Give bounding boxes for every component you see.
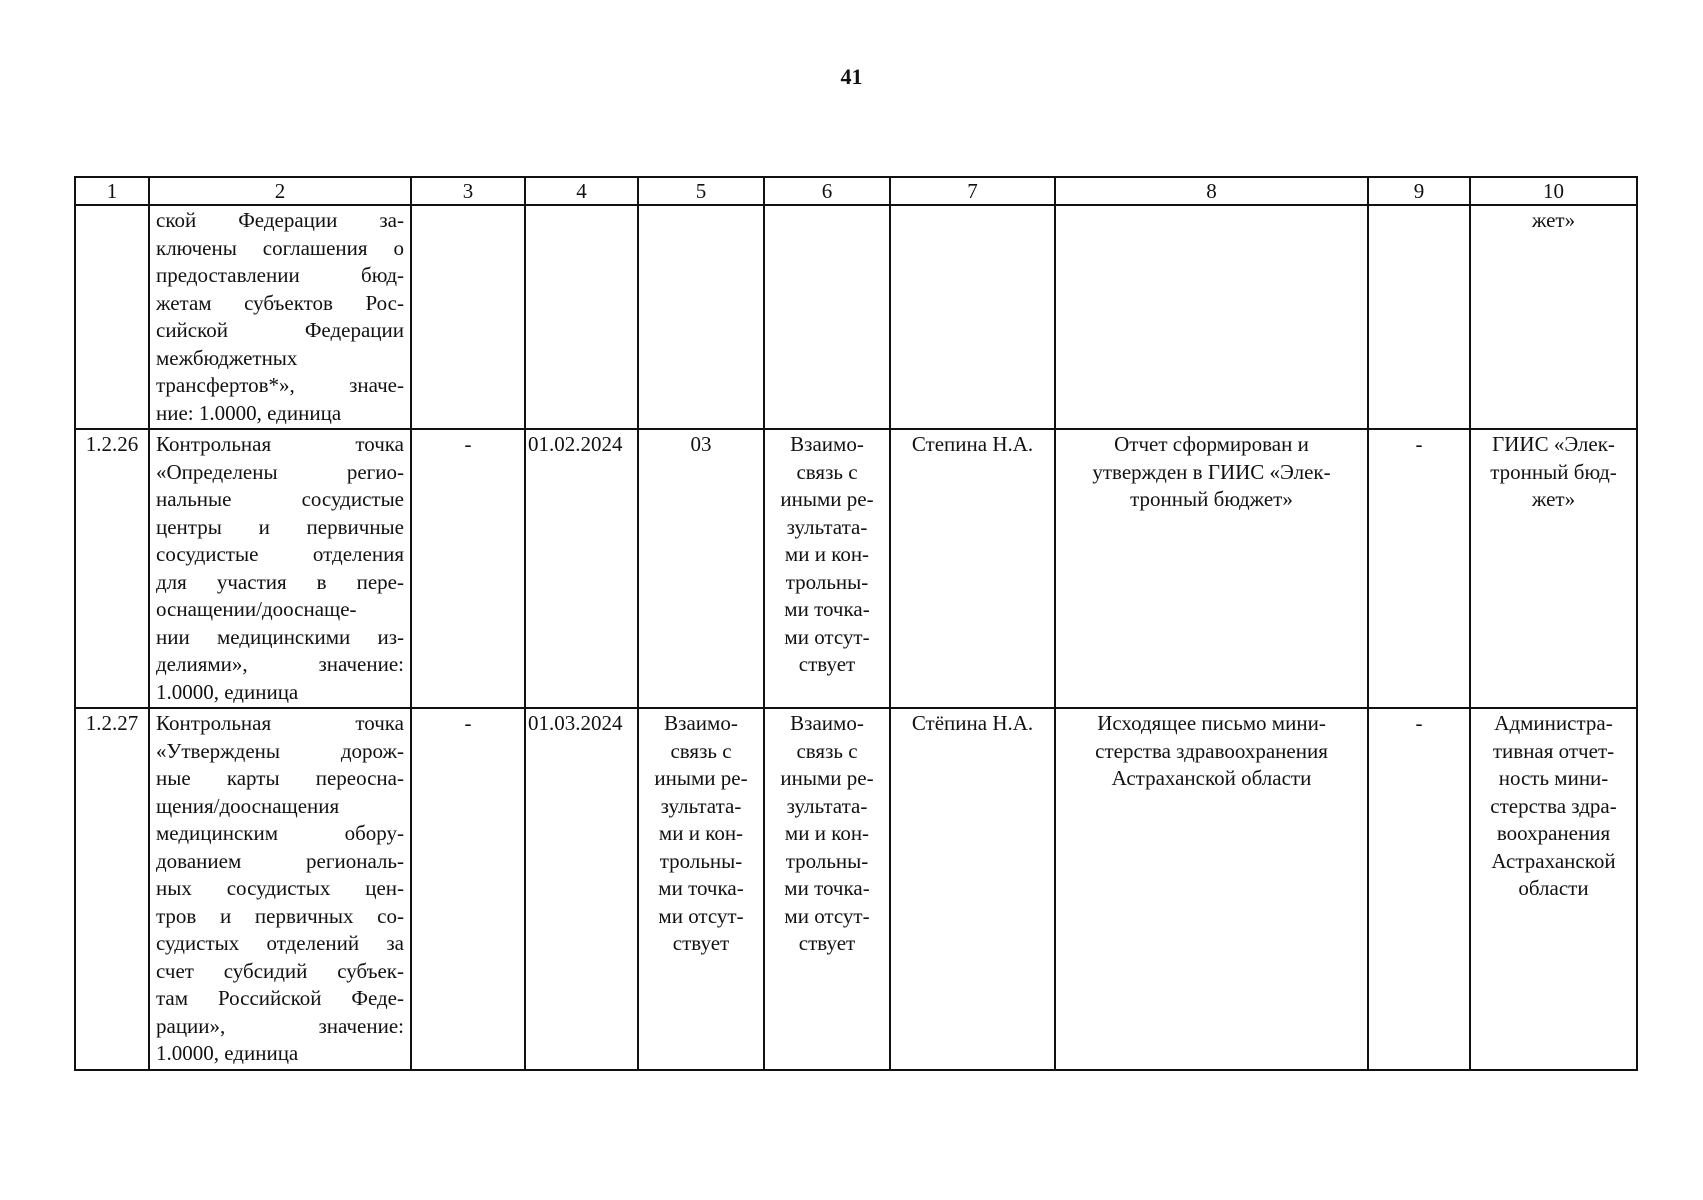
col5-cell-line: ми точка- [658, 876, 744, 900]
document-type-cell [1055, 429, 1368, 708]
document-type-cell-line: Исходящее письмо мини- [1097, 711, 1326, 735]
information-system-cell-line: ность мини- [1498, 766, 1609, 790]
control-point-description-line: медицинским обору- [156, 821, 404, 845]
relationship-cell-line: ми и кон- [784, 821, 870, 845]
control-point-description-line: делиями», значение: [156, 652, 404, 676]
page-number: 41 [840, 64, 863, 89]
information-system-cell-line: воохранения [1496, 821, 1611, 845]
col9-cell: - [1368, 708, 1470, 1070]
relationship-cell-line: Взаимо- [790, 432, 864, 456]
relationship-cell-line: трольны- [785, 569, 869, 594]
col-header-3: 3 [411, 177, 525, 205]
information-system-cell [1470, 205, 1637, 429]
relationship-cell-line: ствует [798, 652, 856, 676]
table-row [75, 205, 1637, 429]
control-point-description-line: ской Федерации за- [156, 208, 404, 232]
control-points-table [74, 176, 1638, 1071]
table-row [75, 429, 1637, 708]
control-point-description-line: Контрольная точка [156, 711, 404, 735]
relationship-cell-line: ми отсут- [784, 903, 870, 928]
col9-cell [1368, 205, 1470, 429]
control-point-description-line: оснащении/дооснаще- [156, 597, 357, 621]
col3-cell [411, 205, 525, 429]
row-number-cell: 1.2.26 [75, 429, 149, 708]
col5-cell-line: связь с [670, 738, 732, 763]
relationship-cell-line: Взаимо- [790, 711, 864, 735]
control-point-description-line: тров и первичных со- [156, 903, 404, 928]
document-type-cell [1055, 205, 1368, 429]
control-point-description [149, 429, 411, 708]
information-system-cell [1470, 708, 1637, 1070]
col-header-6: 6 [764, 177, 890, 205]
relationship-cell-line: связь с [796, 459, 858, 484]
col-header-10: 10 [1470, 177, 1637, 205]
relationship-cell-line: иными ре- [780, 487, 874, 511]
control-point-description-line: ние: 1.0000, единица [156, 400, 342, 425]
relationship-cell [764, 708, 890, 1070]
information-system-cell-line: области [1518, 876, 1589, 900]
control-point-description-line: сосудистые отделения [156, 542, 404, 566]
control-point-description-line: ключены соглашения о [156, 235, 404, 260]
information-system-cell [1470, 429, 1637, 708]
control-point-description-line: ные карты переосна- [156, 766, 404, 790]
relationship-cell [764, 429, 890, 708]
relationship-cell-line: ми и кон- [784, 542, 870, 566]
control-point-description-line: «Определены регио- [156, 459, 404, 484]
table-row [75, 708, 1637, 1070]
information-system-cell-line: Астраханской [1491, 848, 1616, 873]
col5-cell-line: трольны- [659, 848, 743, 873]
col-header-2: 2 [149, 177, 411, 205]
control-point-description-line: сийской Федерации [156, 318, 404, 342]
document-type-cell-line: утвержден в ГИИС «Элек- [1092, 459, 1331, 484]
control-point-description-line: 1.0000, единица [156, 679, 299, 704]
control-point-description-line: межбюджетных [156, 345, 298, 370]
col-header-5: 5 [638, 177, 764, 205]
col5-cell [638, 708, 764, 1070]
responsible-person-cell [890, 205, 1055, 429]
control-point-description [149, 205, 411, 429]
col-header-1: 1 [75, 177, 149, 205]
relationship-cell-line: зультата- [786, 514, 868, 539]
table-body [75, 205, 1637, 1070]
information-system-cell-line: жет» [1531, 208, 1576, 232]
control-point-description-line: 1.0000, единица [156, 1041, 299, 1065]
relationship-cell-line: ствует [798, 931, 856, 955]
information-system-cell-line: стерства здра- [1490, 793, 1617, 818]
information-system-cell-line: Администра- [1494, 711, 1613, 735]
col9-cell: - [1368, 429, 1470, 708]
control-point-description-line: нии медицинскими из- [156, 624, 404, 649]
row-number-cell [75, 205, 149, 429]
relationship-cell [764, 205, 890, 429]
document-type-cell-line: Астраханской области [1111, 766, 1312, 790]
relationship-cell-line: связь с [796, 738, 858, 763]
col-header-9: 9 [1368, 177, 1470, 205]
relationship-cell-line: зультата- [786, 793, 868, 818]
document-type-cell-line: тронный бюджет» [1130, 487, 1293, 511]
date-cell: 01.03.2024 [525, 708, 638, 1070]
control-point-description-line: Контрольная точка [156, 432, 404, 456]
relationship-cell-line: ми точка- [784, 597, 870, 621]
col5-cell [638, 429, 764, 708]
control-point-description-line: центры и первичные [156, 514, 404, 539]
control-point-description-line: судистых отделений за [156, 931, 404, 955]
col3-cell: - [411, 429, 525, 708]
control-point-description-line: счет субсидий субъек- [156, 958, 404, 983]
control-point-description-line: жетам субъектов Рос- [156, 290, 404, 315]
information-system-cell-line: тивная отчет- [1492, 738, 1615, 763]
control-point-description-line: щения/дооснащения [156, 793, 340, 818]
col5-cell-line: ми и кон- [658, 821, 744, 845]
information-system-cell-line: жет» [1531, 487, 1576, 511]
col5-cell-line: Взаимо- [664, 711, 738, 735]
document-type-cell-line: Отчет сформирован и [1114, 432, 1309, 456]
responsible-person-cell: Степина Н.А. [890, 429, 1055, 708]
responsible-person-cell: Стёпина Н.А. [890, 708, 1055, 1070]
document-type-cell [1055, 708, 1368, 1070]
col5-cell-line: иными ре- [654, 766, 748, 790]
relationship-cell-line: иными ре- [780, 766, 874, 790]
control-point-description-line: трансфертов*», значе- [156, 373, 404, 397]
control-point-description [149, 708, 411, 1070]
col5-cell [638, 205, 764, 429]
col-header-7: 7 [890, 177, 1055, 205]
date-cell [525, 205, 638, 429]
col5-cell-line: зультата- [660, 793, 742, 818]
control-point-description-line: там Российской Феде- [156, 986, 404, 1010]
control-point-description-line: для участия в пере- [156, 569, 404, 594]
information-system-cell-line: ГИИС «Элек- [1492, 432, 1615, 456]
col5-cell-line: ми отсут- [658, 903, 744, 928]
control-point-description-line: дованием региональ- [156, 848, 404, 873]
column-number-row [75, 177, 1637, 205]
relationship-cell-line: ми отсут- [784, 624, 870, 649]
relationship-cell-line: трольны- [785, 848, 869, 873]
col5-cell-line: ствует [672, 931, 730, 955]
control-point-description-line: предоставлении бюд- [156, 263, 404, 287]
control-point-description-line: нальные сосудистые [156, 487, 404, 511]
col5-cell-line: 03 [690, 432, 712, 456]
col-header-8: 8 [1055, 177, 1368, 205]
document-type-cell-line: стерства здравоохранения [1095, 738, 1328, 763]
col-header-4: 4 [525, 177, 638, 205]
date-cell: 01.02.2024 [525, 429, 638, 708]
information-system-cell-line: тронный бюд- [1490, 459, 1617, 484]
row-number-cell: 1.2.27 [75, 708, 149, 1070]
relationship-cell-line: ми точка- [784, 876, 870, 900]
control-point-description-line: ных сосудистых цен- [156, 876, 404, 900]
control-point-description-line: «Утверждены дорож- [156, 738, 404, 763]
col3-cell: - [411, 708, 525, 1070]
control-point-description-line: рации», значение: [156, 1013, 404, 1038]
